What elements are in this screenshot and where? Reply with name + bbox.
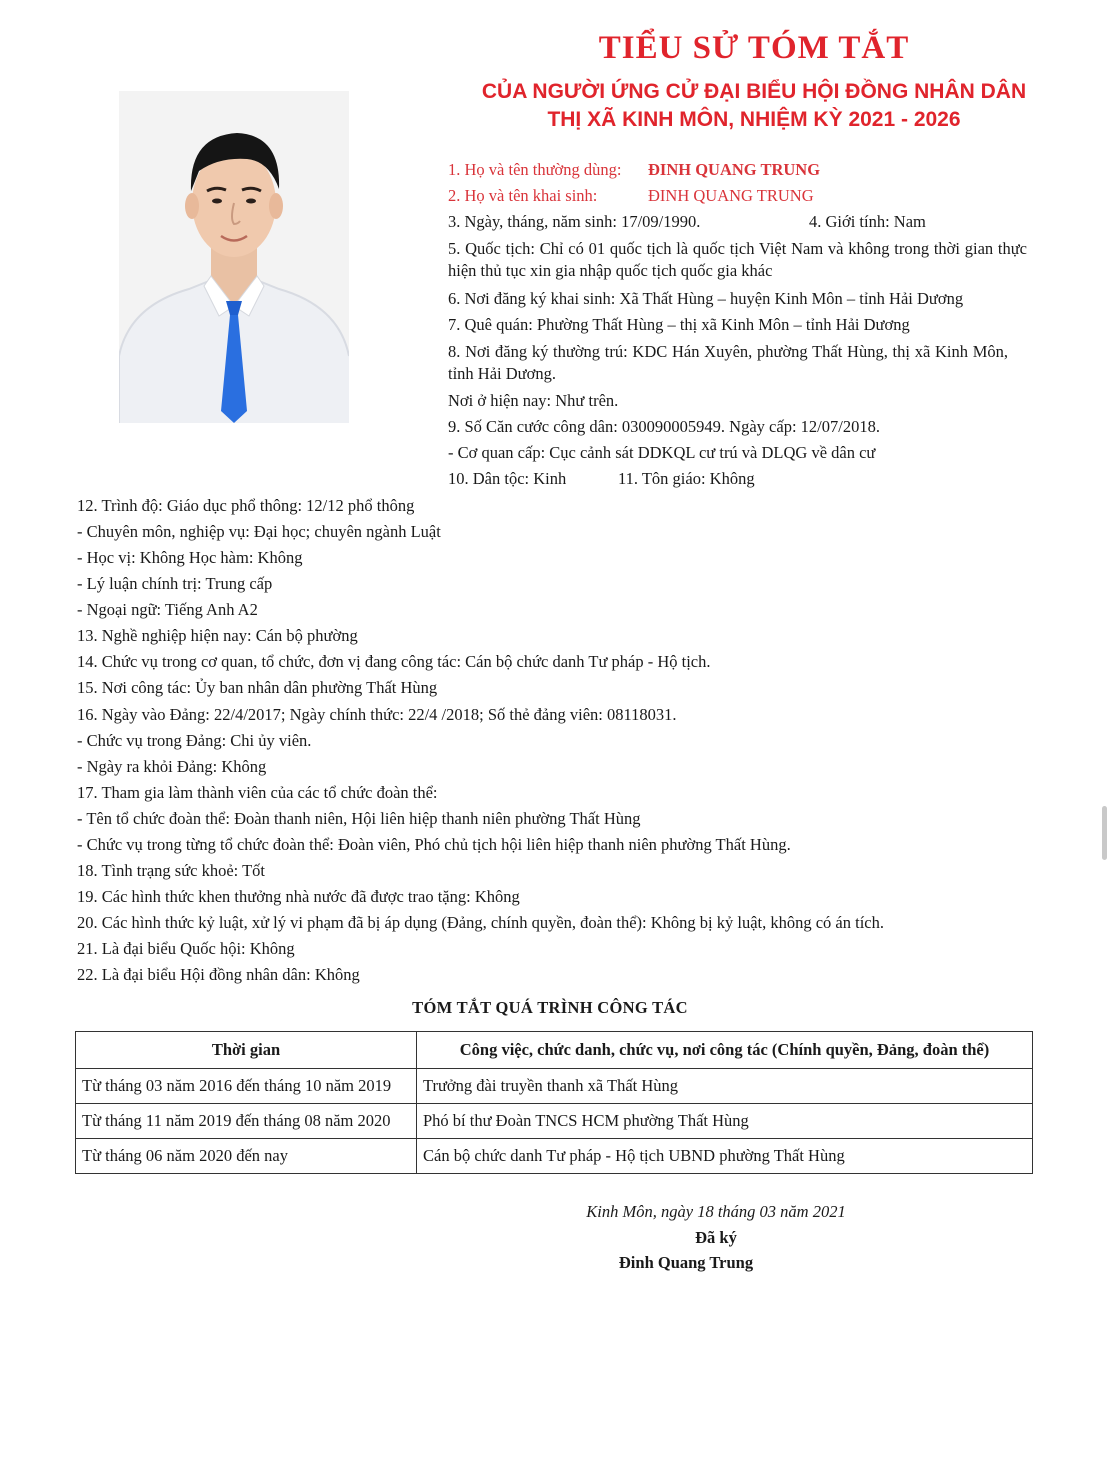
table-row [76, 1069, 1033, 1104]
field-common-name-value: ĐINH QUANG TRUNG [648, 160, 821, 179]
detail-line: - Học vị: Không Học hàm: Không [77, 548, 303, 567]
table-cell-time: Từ tháng 03 năm 2016 đến tháng 10 năm 2019 [76, 1069, 417, 1104]
field-current-residence: Nơi ở hiện nay: Như trên. [448, 391, 619, 410]
signature-status: Đã ký [695, 1228, 737, 1247]
field-issuing-authority: - Cơ quan cấp: Cục cảnh sát DDKQL cư trú và DLQG về dân cư [448, 443, 876, 462]
field-gender: 4. Giới tính: Nam [809, 212, 926, 231]
table-cell-position: Phó bí thư Đoàn TNCS HCM phường Thất Hùng [417, 1104, 1033, 1139]
scrollbar-thumb[interactable] [1102, 806, 1107, 860]
field-birth-date: 3. Ngày, tháng, năm sinh: 17/09/1990. [448, 212, 701, 231]
document-title: TIỂU SỬ TÓM TẮT [598, 30, 910, 66]
table-cell-position: Trưởng đài truyền thanh xã Thất Hùng [417, 1069, 1033, 1104]
detail-line: 19. Các hình thức khen thưởng nhà nước đã được trao tặng: Không [77, 887, 520, 906]
detail-line: 21. Là đại biểu Quốc hội: Không [77, 939, 295, 958]
table-cell-position: Cán bộ chức danh Tư pháp - Hộ tịch UBND phường Thất Hùng [417, 1139, 1033, 1174]
detail-line: - Chức vụ trong Đảng: Chi ủy viên. [77, 731, 312, 750]
table-cell-time: Từ tháng 11 năm 2019 đến tháng 08 năm 2020 [76, 1104, 417, 1139]
table-row [76, 1139, 1033, 1174]
detail-line: 18. Tình trạng sức khoẻ: Tốt [77, 861, 265, 880]
detail-line: - Chuyên môn, nghiệp vụ: Đại học; chuyên ngành Luật [77, 522, 441, 541]
detail-line: - Ngày ra khỏi Đảng: Không [77, 757, 267, 776]
detail-line: 20. Các hình thức kỷ luật, xử lý vi phạm đã bị áp dụng (Đảng, chính quyền, đoàn thể): Không bị kỷ luật, không có án tích. [77, 913, 884, 932]
detail-line: 12. Trình độ: Giáo dục phổ thông: 12/12 phổ thông [77, 496, 415, 515]
portrait-illustration [119, 91, 349, 423]
field-religion: 11. Tôn giáo: Không [618, 469, 755, 488]
detail-line: 17. Tham gia làm thành viên của các tổ chức đoàn thể: [77, 783, 438, 802]
table-row [76, 1104, 1033, 1139]
detail-line: - Chức vụ trong từng tổ chức đoàn thể: Đoàn viên, Phó chủ tịch hội liên hiệp thanh niên phường Thất Hùng. [77, 835, 791, 854]
work-history-table [75, 1031, 1033, 1174]
detail-line: 13. Nghề nghiệp hiện nay: Cán bộ phường [77, 626, 358, 645]
field-ethnicity: 10. Dân tộc: Kinh [448, 469, 567, 488]
field-nationality: 5. Quốc tịch: Chỉ có 01 quốc tịch là quốc tịch Việt Nam và không trong thời gian thực hiện thủ tục xin gia nhập quốc tịch quốc gia khác [448, 239, 1027, 280]
detail-line: 14. Chức vụ trong cơ quan, tổ chức, đơn vị đang công tác: Cán bộ chức danh Tư pháp - Hộ tịch. [77, 652, 711, 671]
field-citizen-id: 9. Số Căn cước công dân: 030090005949. Ngày cấp: 12/07/2018. [448, 417, 880, 436]
detail-line: 15. Nơi công tác: Ủy ban nhân dân phường Thất Hùng [77, 678, 438, 697]
detail-line: - Lý luận chính trị: Trung cấp [77, 574, 273, 593]
portrait-photo [119, 91, 349, 423]
field-birth-registration: 6. Nơi đăng ký khai sinh: Xã Thất Hùng – huyện Kinh Môn – tỉnh Hải Dương [448, 289, 964, 308]
table-header-row [76, 1032, 1033, 1069]
column-header-time: Thời gian [76, 1032, 417, 1069]
column-header-position: Công việc, chức danh, chức vụ, nơi công tác (Chính quyền, Đảng, đoàn thể) [417, 1032, 1033, 1069]
document-subtitle-1: CỦA NGƯỜI ỨNG CỬ ĐẠI BIỂU HỘI ĐỒNG NHÂN DÂN [481, 80, 1027, 103]
work-history-title: TÓM TẮT QUÁ TRÌNH CÔNG TÁC [412, 998, 688, 1017]
field-common-name-label: 1. Họ và tên thường dùng: [448, 160, 622, 179]
detail-line: - Ngoại ngữ: Tiếng Anh A2 [77, 600, 258, 619]
field-permanent-residence: 8. Nơi đăng ký thường trú: KDC Hán Xuyên, phường Thất Hùng, thị xã Kinh Môn, tỉnh Hải Dương. [448, 342, 1008, 383]
field-birth-name-value: ĐINH QUANG TRUNG [648, 186, 814, 205]
field-birth-name-label: 2. Họ và tên khai sinh: [448, 186, 598, 205]
signature-place-date: Kinh Môn, ngày 18 tháng 03 năm 2021 [586, 1202, 846, 1221]
signature-name: Đinh Quang Trung [618, 1253, 754, 1272]
detail-line: - Tên tổ chức đoàn thể: Đoàn thanh niên, Hội liên hiệp thanh niên phường Thất Hùng [77, 809, 641, 828]
detail-line: 16. Ngày vào Đảng: 22/4/2017; Ngày chính thức: 22/4 /2018; Số thẻ đảng viên: 08118031. [77, 705, 677, 724]
detail-line: 22. Là đại biểu Hội đồng nhân dân: Không [77, 965, 360, 984]
document-subtitle-2: THỊ XÃ KINH MÔN, NHIỆM KỲ 2021 - 2026 [547, 108, 961, 131]
field-hometown: 7. Quê quán: Phường Thất Hùng – thị xã Kinh Môn – tỉnh Hải Dương [448, 315, 910, 334]
table-cell-time: Từ tháng 06 năm 2020 đến nay [76, 1139, 417, 1174]
